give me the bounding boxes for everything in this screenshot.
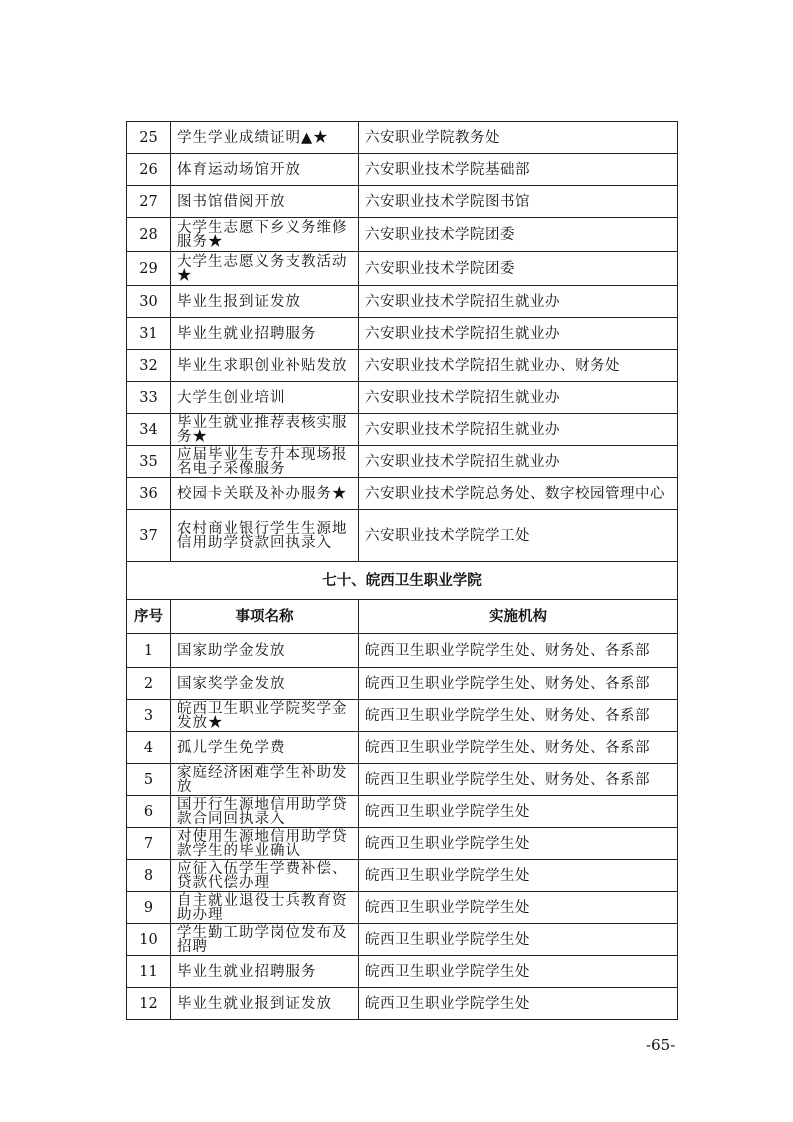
implementing-org: 六安职业技术学院招生就业办	[359, 446, 678, 478]
item-name: 大学生志愿下乡义务维修服务★	[171, 218, 359, 252]
row-number: 26	[127, 154, 171, 186]
item-name: 国家奖学金发放	[171, 668, 359, 700]
implementing-org: 皖西卫生职业学院学生处、财务处、各系部	[359, 700, 678, 732]
table-row	[127, 828, 678, 860]
row-number: 2	[127, 668, 171, 700]
row-number: 33	[127, 382, 171, 414]
item-name: 图书馆借阅开放	[171, 186, 359, 218]
item-name: 校园卡关联及补办服务★	[171, 478, 359, 510]
section-title: 七十、皖西卫生职业学院	[127, 562, 678, 600]
implementing-org: 六安职业技术学院基础部	[359, 154, 678, 186]
implementing-org: 皖西卫生职业学院学生处	[359, 956, 678, 988]
table-row	[127, 186, 678, 218]
table-row	[127, 634, 678, 668]
table-row	[127, 154, 678, 186]
item-name: 家庭经济困难学生补助发放	[171, 764, 359, 796]
table-row	[127, 860, 678, 892]
item-name: 大学生创业培训	[171, 382, 359, 414]
row-number: 10	[127, 924, 171, 956]
item-name: 毕业生就业报到证发放	[171, 988, 359, 1020]
item-name: 毕业生就业推荐表核实服务★	[171, 414, 359, 446]
row-number: 28	[127, 218, 171, 252]
implementing-org: 六安职业技术学院招生就业办	[359, 286, 678, 318]
table-row	[127, 700, 678, 732]
item-name: 自主就业退役士兵教育资助办理	[171, 892, 359, 924]
item-name: 毕业生求职创业补贴发放	[171, 350, 359, 382]
table-body-wanxi	[127, 634, 678, 1020]
table-body-section	[127, 562, 678, 634]
implementing-org: 六安职业技术学院招生就业办	[359, 414, 678, 446]
page-number: -65-	[646, 1036, 676, 1054]
table-body-liuan	[127, 122, 678, 562]
implementing-org: 六安职业技术学院招生就业办、财务处	[359, 350, 678, 382]
implementing-org: 六安职业学院教务处	[359, 122, 678, 154]
table-row	[127, 988, 678, 1020]
row-number: 36	[127, 478, 171, 510]
table-row	[127, 414, 678, 446]
table-row	[127, 318, 678, 350]
implementing-org: 六安职业技术学院学工处	[359, 510, 678, 562]
row-number: 32	[127, 350, 171, 382]
item-name: 学生学业成绩证明▲★	[171, 122, 359, 154]
row-number: 34	[127, 414, 171, 446]
row-number: 8	[127, 860, 171, 892]
item-name: 皖西卫生职业学院奖学金发放★	[171, 700, 359, 732]
item-name: 体育运动场馆开放	[171, 154, 359, 186]
item-name: 孤儿学生免学费	[171, 732, 359, 764]
table-row	[127, 446, 678, 478]
header-name: 事项名称	[171, 600, 359, 634]
row-number: 37	[127, 510, 171, 562]
row-number: 5	[127, 764, 171, 796]
table-row	[127, 956, 678, 988]
implementing-org: 六安职业技术学院招生就业办	[359, 318, 678, 350]
row-number: 12	[127, 988, 171, 1020]
row-number: 9	[127, 892, 171, 924]
implementing-org: 皖西卫生职业学院学生处	[359, 988, 678, 1020]
item-name: 应征入伍学生学费补偿、贷款代偿办理	[171, 860, 359, 892]
item-name: 学生勤工助学岗位发布及招聘	[171, 924, 359, 956]
item-name: 毕业生就业招聘服务	[171, 956, 359, 988]
implementing-org: 皖西卫生职业学院学生处	[359, 860, 678, 892]
table-row	[127, 350, 678, 382]
implementing-org: 皖西卫生职业学院学生处、财务处、各系部	[359, 634, 678, 668]
implementing-org: 皖西卫生职业学院学生处、财务处、各系部	[359, 764, 678, 796]
row-number: 1	[127, 634, 171, 668]
item-name: 毕业生报到证发放	[171, 286, 359, 318]
row-number: 27	[127, 186, 171, 218]
implementing-org: 六安职业技术学院团委	[359, 252, 678, 286]
row-number: 6	[127, 796, 171, 828]
row-number: 29	[127, 252, 171, 286]
item-name: 毕业生就业招聘服务	[171, 318, 359, 350]
row-number: 35	[127, 446, 171, 478]
table-row	[127, 218, 678, 252]
item-name: 对使用生源地信用助学贷款学生的毕业确认	[171, 828, 359, 860]
table-row	[127, 286, 678, 318]
item-name: 国家助学金发放	[171, 634, 359, 668]
header-org: 实施机构	[359, 600, 678, 634]
table-row	[127, 478, 678, 510]
table-row	[127, 924, 678, 956]
service-items-table	[126, 121, 678, 1020]
row-number: 11	[127, 956, 171, 988]
item-name: 应届毕业生专升本现场报名电子采像服务	[171, 446, 359, 478]
implementing-org: 皖西卫生职业学院学生处	[359, 796, 678, 828]
implementing-org: 六安职业技术学院图书馆	[359, 186, 678, 218]
header-no: 序号	[127, 600, 171, 634]
row-number: 30	[127, 286, 171, 318]
implementing-org: 皖西卫生职业学院学生处	[359, 828, 678, 860]
table-row	[127, 382, 678, 414]
implementing-org: 皖西卫生职业学院学生处、财务处、各系部	[359, 732, 678, 764]
implementing-org: 六安职业技术学院总务处、数字校园管理中心	[359, 478, 678, 510]
implementing-org: 六安职业技术学院招生就业办	[359, 382, 678, 414]
implementing-org: 皖西卫生职业学院学生处	[359, 892, 678, 924]
item-name: 国开行生源地信用助学贷款合同回执录入	[171, 796, 359, 828]
table-row	[127, 510, 678, 562]
row-number: 4	[127, 732, 171, 764]
implementing-org: 皖西卫生职业学院学生处、财务处、各系部	[359, 668, 678, 700]
item-name: 大学生志愿义务支教活动★	[171, 252, 359, 286]
table-row	[127, 732, 678, 764]
section-row	[127, 562, 678, 600]
implementing-org: 六安职业技术学院团委	[359, 218, 678, 252]
implementing-org: 皖西卫生职业学院学生处	[359, 924, 678, 956]
table-row	[127, 668, 678, 700]
table-row	[127, 122, 678, 154]
item-name: 农村商业银行学生生源地信用助学贷款回执录入	[171, 510, 359, 562]
table-row	[127, 764, 678, 796]
row-number: 31	[127, 318, 171, 350]
table-row	[127, 252, 678, 286]
row-number: 7	[127, 828, 171, 860]
header-row	[127, 600, 678, 634]
row-number: 25	[127, 122, 171, 154]
table-row	[127, 796, 678, 828]
row-number: 3	[127, 700, 171, 732]
table-row	[127, 892, 678, 924]
